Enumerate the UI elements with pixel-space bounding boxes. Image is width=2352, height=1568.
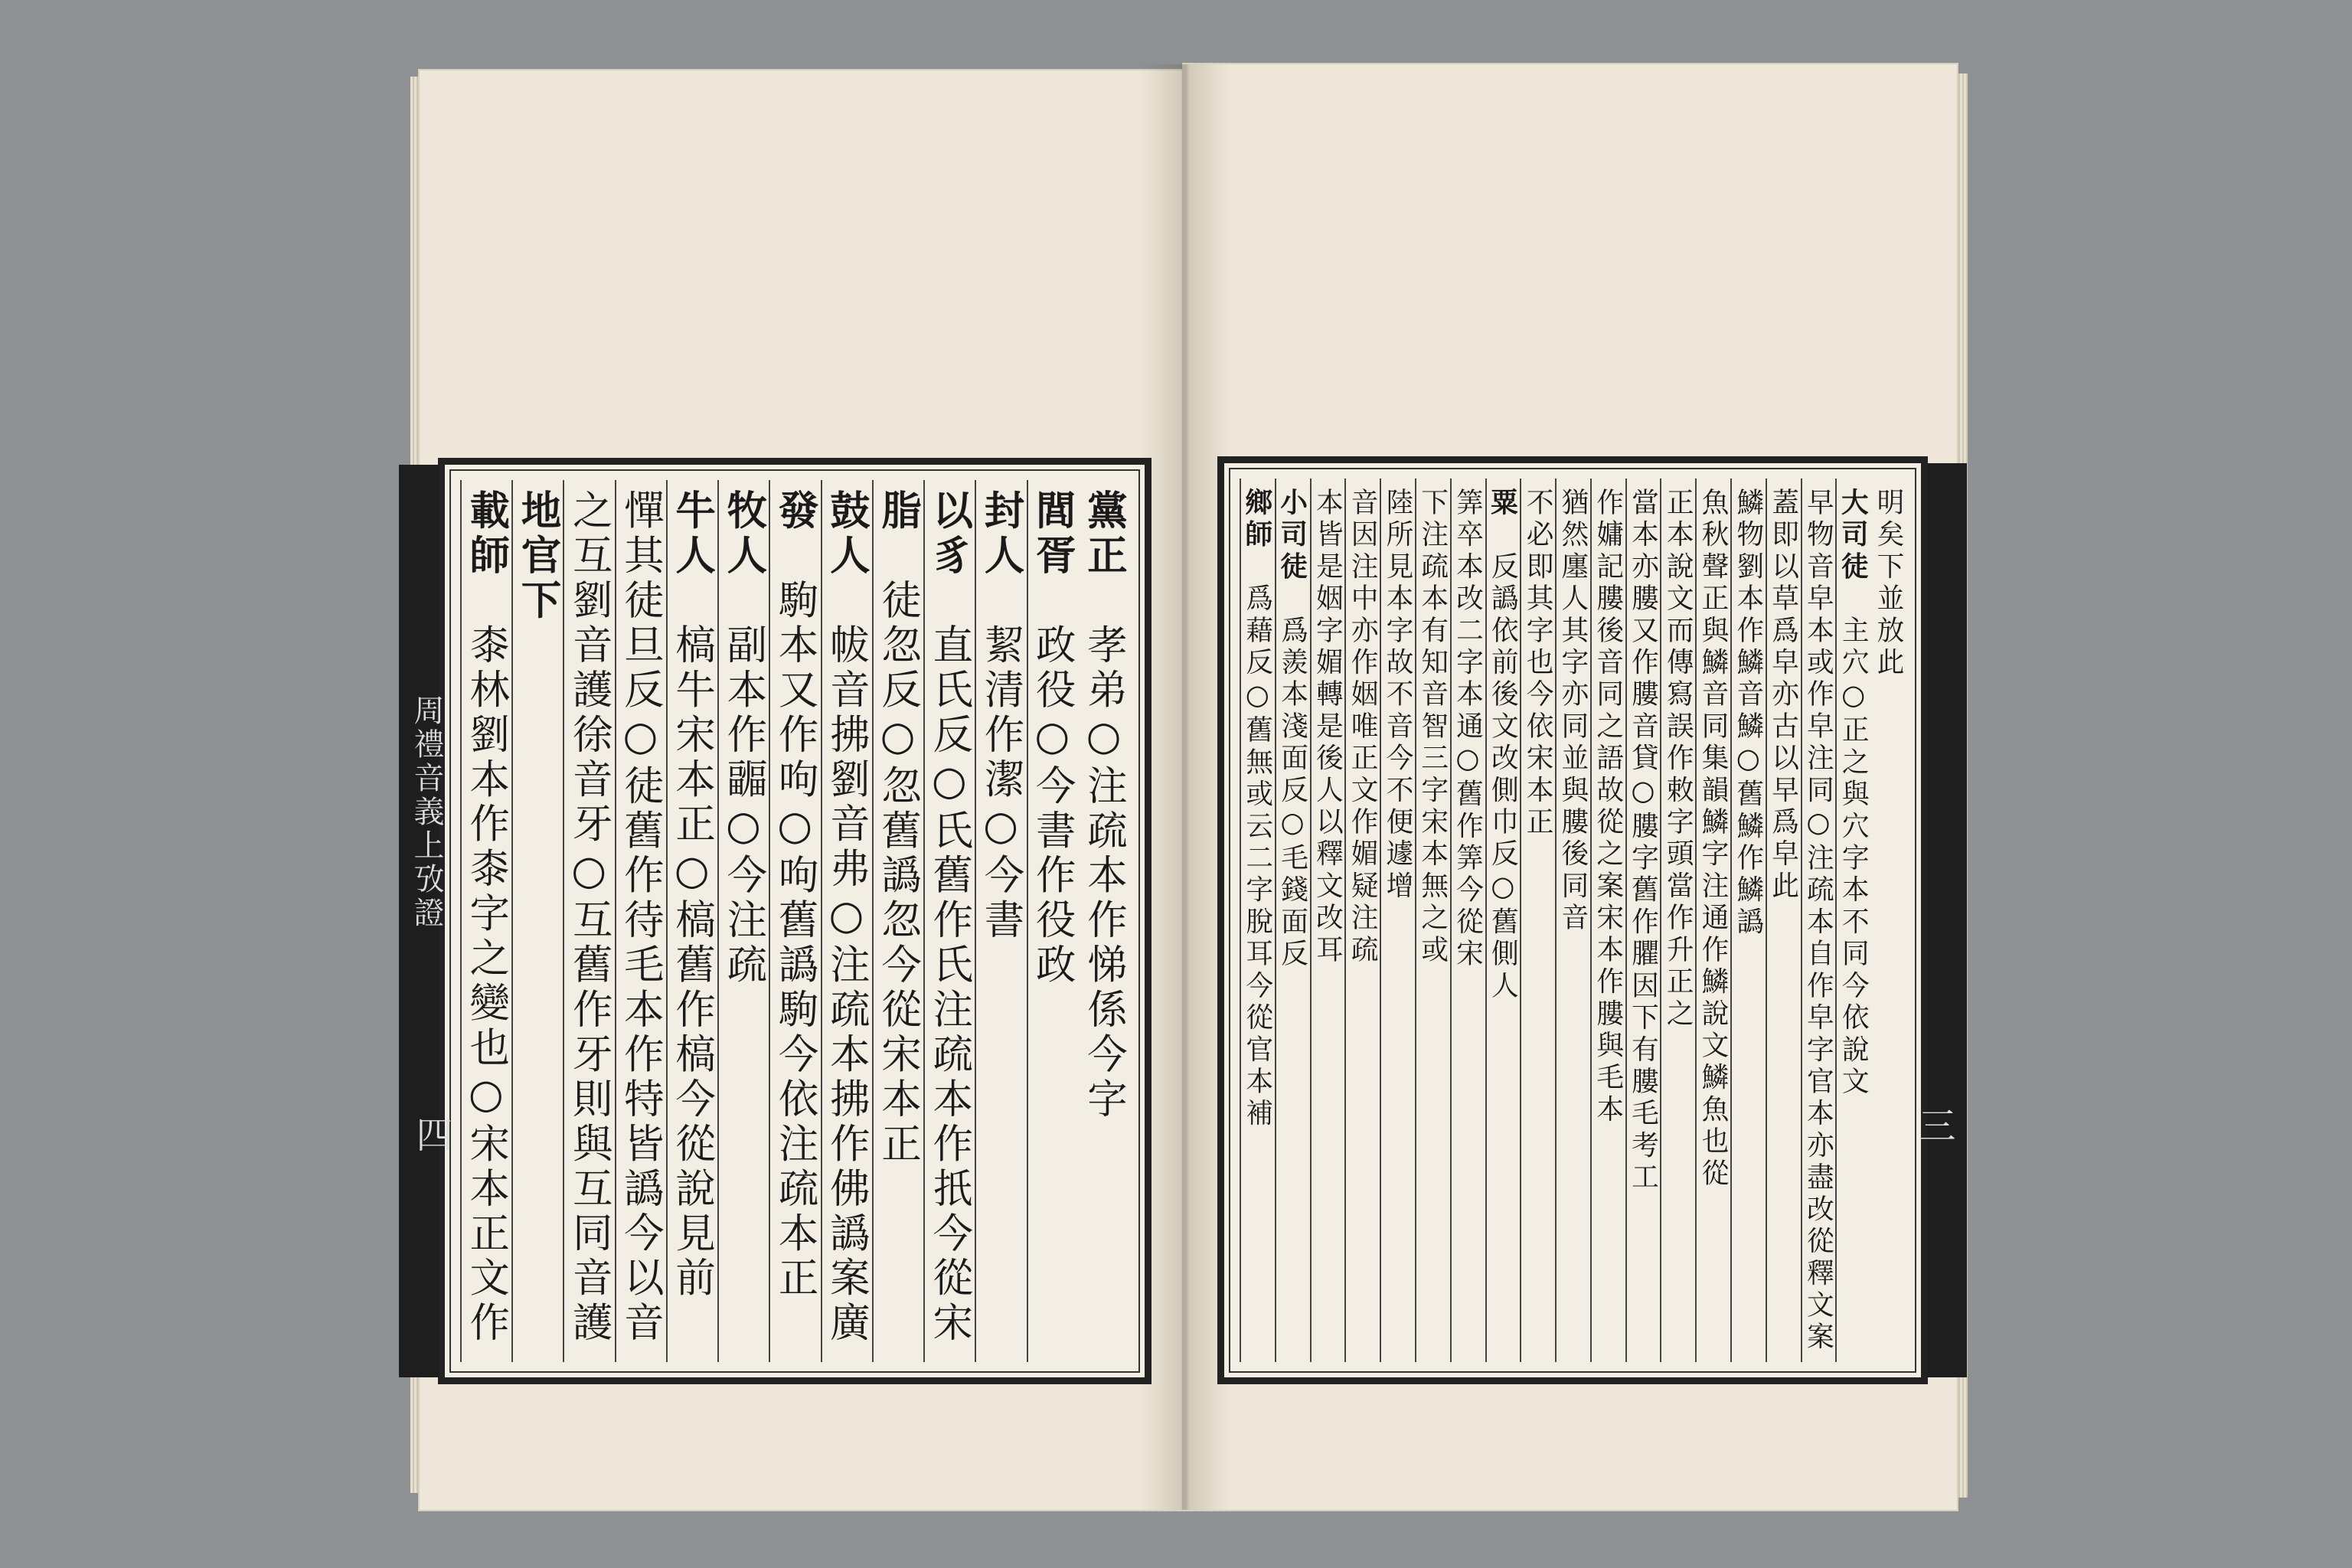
entry-text: 槁牛宋本正○槁舊作槁今從說見前 (668, 578, 716, 1302)
entry-heading: 粟 (1486, 488, 1519, 520)
left-page-column (769, 480, 820, 1362)
entry-text: 作嫞記膢後音同之語故從之案宋本作膢與毛本 (1592, 488, 1624, 1127)
entry-text: 絜清作潔○今書 (977, 578, 1024, 943)
left-printed-block (409, 458, 1152, 1384)
right-page-column (1485, 479, 1521, 1362)
right-page-column (1555, 479, 1590, 1362)
entry-text: 爲藉反○舊無或云二字脫耳今從官本補 (1241, 551, 1273, 1131)
entry-text: 爲羨本淺面反○毛錢面反 (1276, 583, 1308, 971)
left-spine-title: 周禮音義上攷證 (409, 694, 444, 930)
left-leaf-number: 四 (410, 1116, 452, 1155)
right-page-column (1520, 479, 1555, 1362)
left-page-column (511, 480, 563, 1362)
right-page-column (1625, 479, 1661, 1362)
entry-text: 音因注中亦作姻唯正文作媚疑注疏 (1347, 488, 1379, 967)
entry-heading: 牧人 (720, 489, 767, 579)
right-page-column (1660, 479, 1695, 1362)
entry-text: 當本亦膢又作膢音貸○膢字舊作臞因下有膢毛考工 (1627, 488, 1659, 1194)
left-page-column (563, 480, 614, 1362)
right-page-column (1835, 479, 1870, 1362)
entry-text: 政役○今書作役政 (1028, 578, 1076, 988)
left-page-column (717, 480, 769, 1362)
left-page-column (872, 480, 923, 1362)
entry-text: 正本說文而傳寫誤作敕字頭當作升正之 (1662, 488, 1694, 1031)
right-page-column (1695, 479, 1730, 1362)
entry-heading: 發 (771, 489, 818, 534)
left-page-column (460, 480, 511, 1362)
left-page-column (923, 480, 975, 1362)
entry-heading: 載師 (462, 489, 510, 579)
entry-heading: 閭胥 (1028, 489, 1076, 579)
entry-text: 徒忽反○忽舊譌忽今從宋本正 (874, 534, 922, 1168)
entry-text: 筭卒本改二字本通○舊作筭今從宋 (1452, 488, 1484, 971)
right-page-column (1380, 479, 1415, 1362)
right-block-center-strip (1927, 463, 1967, 1377)
right-page-column (1344, 479, 1380, 1362)
entry-text: 猶然廛人其字亦同並與膢後同音 (1557, 488, 1589, 935)
entry-heading: 脂 (874, 489, 922, 534)
entry-text: 陸所見本字故不音今不便遽增 (1381, 488, 1413, 903)
left-page-column (615, 480, 666, 1362)
right-page-column (1590, 479, 1625, 1362)
entry-text: 本皆是姻字媚轉是後人以釋文改耳 (1312, 488, 1344, 967)
entry-text: 孝弟○注疏本作悌係今字 (1080, 578, 1127, 1122)
entry-text: 明矣下並放此 (1872, 488, 1904, 680)
entry-text: 魚秋聲正與鱗音同集韻鱗字注通作鱗說文鱗魚也從 (1697, 488, 1730, 1191)
entry-text: 主穴○正之與穴字本不同今依說文 (1838, 583, 1870, 1099)
entry-text: 反譌依前後文改側巾反○舊側人 (1487, 519, 1519, 1003)
right-page-column (1870, 479, 1906, 1362)
left-page-column (666, 480, 717, 1362)
right-page-column (1766, 479, 1801, 1362)
left-page-column (1078, 480, 1129, 1362)
entry-text: 直氏反○氏舊作氏注疏本作扺今從宋 (926, 623, 973, 1346)
entry-text: 下注疏本有知音智三字宋本無之或 (1416, 488, 1449, 967)
entry-text: 之互劉音護徐音牙○互舊作牙則與互同音護 (565, 489, 612, 1346)
entry-text: 桼林劉本作桼字之變也○宋本正文作 (462, 623, 510, 1346)
entry-heading: 大司徒 (1837, 488, 1870, 584)
right-page-column (1801, 479, 1836, 1362)
entry-text: 早物音皁本或作皁注同○注疏本自作皁字官本亦盡改從釋文案 (1802, 488, 1834, 1354)
entry-text: 副本作疈○今注疏 (720, 578, 767, 988)
left-page-column (1027, 480, 1078, 1362)
right-page-column (1450, 479, 1485, 1362)
right-page-column (1310, 479, 1345, 1362)
entry-heading: 牛人 (668, 489, 716, 579)
entry-heading: 鼓人 (822, 489, 870, 579)
entry-heading: 地官下 (514, 489, 561, 624)
right-page-column (1730, 479, 1766, 1362)
right-leaf-number: 三 (1913, 1106, 1955, 1146)
entry-heading: 鄉師 (1240, 488, 1273, 552)
left-page-column (821, 480, 872, 1362)
left-page-column (975, 480, 1026, 1362)
entry-heading: 小司徒 (1276, 488, 1308, 584)
entry-text: 蓋即以草爲皁亦古以早爲皁此 (1767, 488, 1799, 903)
entry-text: 鱗物劉本作鱗音鱗○舊鱗作鱗譌 (1732, 488, 1764, 939)
entry-text: 不必即其字也今依宋本正 (1522, 488, 1554, 839)
right-printed-block (1217, 456, 1955, 1384)
right-page-column (1275, 479, 1310, 1362)
entry-heading: 封人 (977, 489, 1024, 579)
entry-text: 駒本又作呴○呴舊譌駒今依注疏本正 (771, 534, 818, 1302)
entry-text: 憚其徒旦反○徒舊作待毛本作特皆譌今以音 (616, 489, 664, 1346)
entry-text: 帗音拂劉音弗○注疏本拂作佛譌案廣 (822, 623, 870, 1346)
entry-heading: 黨正 (1080, 489, 1127, 579)
entry-heading: 以豸 (926, 489, 973, 579)
right-page-column (1415, 479, 1450, 1362)
right-page-column (1240, 479, 1275, 1362)
